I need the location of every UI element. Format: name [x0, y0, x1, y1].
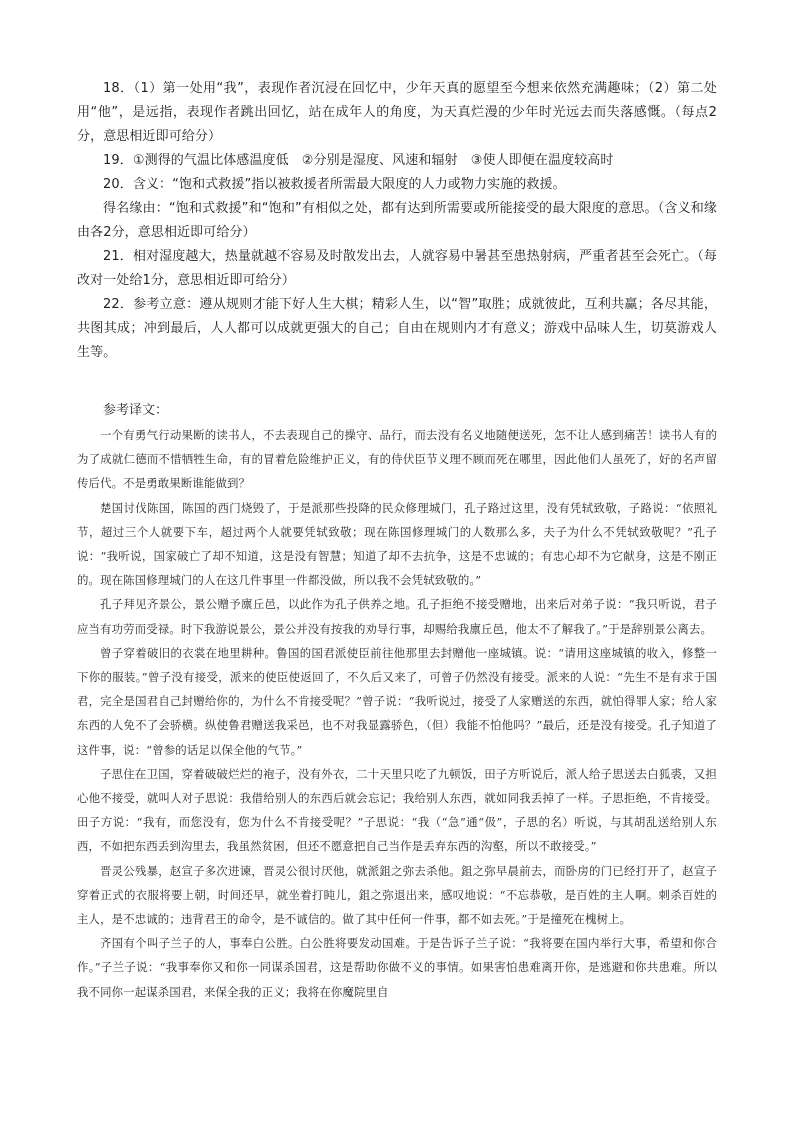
translation-paragraph: 一个有勇气行动果断的读书人，不去表现自己的操守、品行，而去没有名义地随便送死，怎不让人感到痛苦！读书人有的为了成就仁德而不惜牺牲生命，有的冒着危险维护正义，有的侍伏臣节义理不顾而死在哪里，因此他们人虽死了，好的名声留传后代。不是勇敢果断谁能做到？: [77, 428, 717, 491]
document-page: [77, 0, 717, 1004]
translation-paragraph: 齐国有个叫子兰子的人，事奉白公胜。白公胜将要发动国难。于是告诉子兰子说：“我将要在国内举行大事，希望和你合作。”子兰子说：“我事奉你又和你一同谋杀国君，这是帮助你做不义的事情。如果害怕患难离开你，是逃避和你共患难。所以我不同你一起谋杀国君，来保全我的正义；我将在你魔院里自: [77, 936, 717, 999]
answer-18: 18．（1）第一处用“我”，表现作者沉浸在回忆中，少年天真的愿望至今想来依然充满趣味；（2）第二处用“他”，是远指，表现作者跳出回忆，站在成年人的角度，为天真烂漫的少年时光远去而失落感慨。（每点2分，意思相近即可给分）: [77, 81, 717, 144]
translation-paragraph: 晋灵公残暴，赵宣子多次进谏，晋灵公很讨厌他，就派鉏之弥去杀他。鉏之弥早晨前去，而卧房的门已经打开了，赵宣子穿着正式的衣服将要上朝，时间还早，就坐着打盹儿，鉏之弥退出来，感叹地说：“不忘恭敬，是百姓的主人啊。刺杀百姓的主人，是不忠诚的；违背君王的命令，是不诚信的。做了其中任何一件事，都不如去死。”于是撞死在槐树上。: [77, 863, 717, 927]
translation-paragraph: 曾子穿着破旧的衣裳在地里耕种。鲁国的国君派使臣前往他那里去封赠他一座城镇。说：“请用这座城镇的收入，修整一下你的服装。”曾子没有接受，派来的使臣使返回了，不久后又来了，可曾子仍然没有接受。派来的人说：“先生不是有求于国君，完全是国君自己封赠给你的，为什么不肯接受呢？”曾子说：“我听说过，接受了人家赠送的东西，就怕得罪人家；给人家东西的人免不了会骄横。纵使鲁君赠送我采邑，也不对我显露骄色，（但）我能不怕他吗？”最后，还是没有接受。孔子知道了这件事，说：“曾参的话足以保全他的气节。”: [77, 645, 717, 757]
translation-paragraph: 孔子拜见齐景公，景公赠予廪丘邑，以此作为孔子供养之地。孔子拒绝不接受赠地，出来后对弟子说：“我只听说，君子应当有功劳而受禄。时下我游说景公，景公并没有按我的劝导行事，却赐给我廪丘邑，他太不了解我了。”于是辞别景公离去。: [77, 597, 717, 636]
answer-20-meaning: 20．含义：“饱和式救援”指以被救援者所需最大限度的人力或物力实施的救援。: [103, 177, 566, 192]
answer-19: 19．①测得的气温比体感温度低 ②分别是湿度、风速和辐射 ③使人即便在温度较高时: [103, 153, 614, 168]
translation-paragraph: 楚国讨伐陈国，陈国的西门烧毁了，于是派那些投降的民众修理城门，孔子路过这里，没有凭轼致敬，子路说：“依照礼节，超过三个人就要下车，超过两个人就要凭轼致敬；现在陈国修理城门的人数那么多，夫子为什么不凭轼致敬呢？”孔子说：“我听说，国家破亡了却不知道，这是没有智慧；知道了却不去抗争，这是不忠诚的；有忠心却不为它献身，这是不刚正的。现在陈国修理城门的人在这几件事里一件都没做，所以我不会凭轼致敬的。”: [77, 500, 717, 588]
answer-21: 21．相对湿度越大，热量就越不容易及时散发出去，人就容易中暑甚至患热射病，严重者甚至会死亡。（每改对一处给1分，意思相近即可给分）: [77, 249, 717, 288]
translation-paragraph: 子思住在卫国，穿着破破烂烂的袍子，没有外衣，二十天里只吃了九顿饭，田子方听说后，派人给子思送去白狐裘，又担心他不接受，就叫人对子思说：我借给别人的东西后就会忘记；我给别人东西，就如同我丢掉了一样。子思拒绝，不肯接受。田子方说：“我有，而您没有，您为什么不肯接受呢？”子思说：“我（“急”通“伋”，子思的名）听说，与其胡乱送给别人东西，不如把东西丢到沟里去，我虽然贫困，但还不愿意把自己当作是丢弃东西的沟壑，所以不敢接受。”: [77, 766, 717, 854]
translation-title: 参考译文：: [103, 403, 169, 418]
answer-20-reason: 得名缘由：“饱和式救援”和“饱和”有相似之处，都有达到所需要或所能接受的最大限度的意思。（含义和缘由各2分，意思相近即可给分）: [77, 201, 717, 240]
answer-22: 22．参考立意：遵从规则才能下好人生大棋；精彩人生，以“智”取胜；成就彼此，互利共赢；各尽其能，共图其成；冲到最后，人人都可以成就更强大的自己；自由在规则内才有意义；游戏中品味人生，切莫游戏人生等。: [77, 297, 717, 360]
